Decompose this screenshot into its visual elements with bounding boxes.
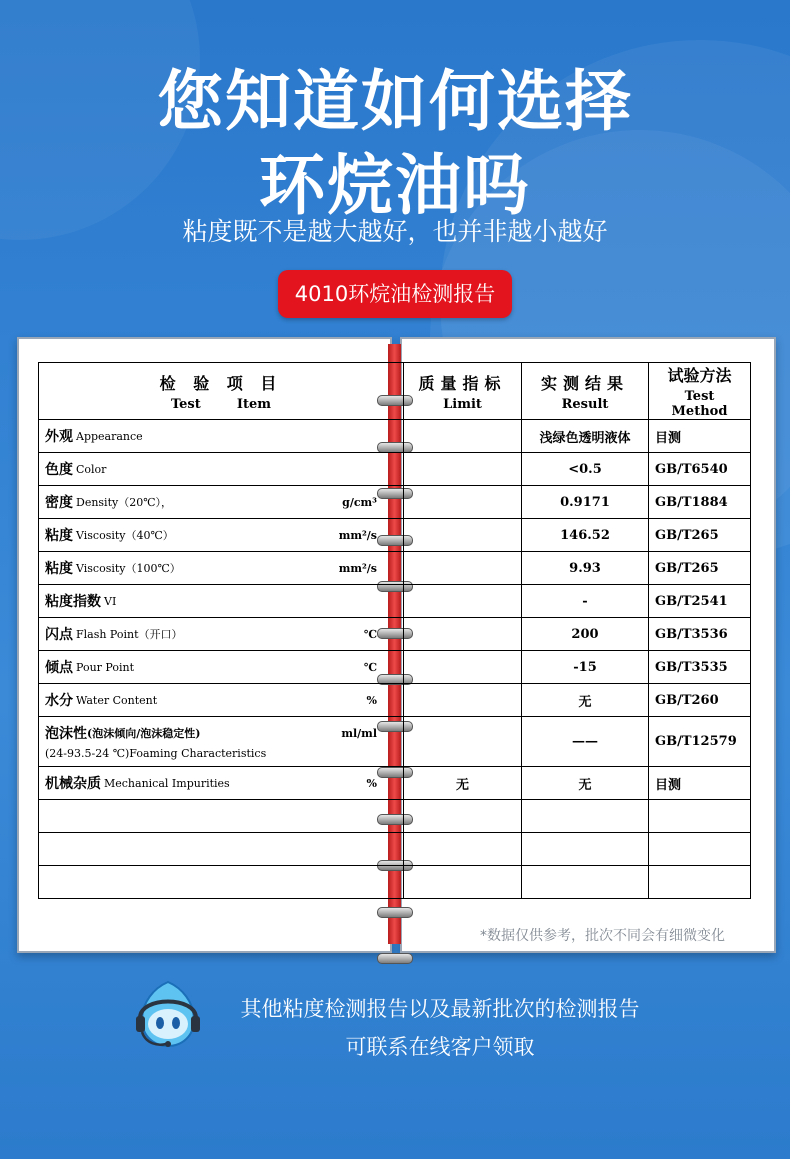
method-cell: GB/T1884 [649, 486, 751, 519]
item-en: VI [104, 594, 117, 608]
method-cell: GB/T260 [649, 684, 751, 717]
item-en: Color [76, 462, 107, 476]
table-row [39, 651, 751, 684]
method-cell: GB/T3536 [649, 618, 751, 651]
item-zh: 机械杂质 [45, 776, 101, 792]
limit-cell [404, 717, 522, 767]
result-cell: 无 [522, 684, 649, 717]
result-cell: 9.93 [522, 552, 649, 585]
item-zh: 粘度 [45, 528, 73, 544]
method-cell: 目测 [649, 767, 751, 800]
table-row [39, 552, 751, 585]
item-unit: mm²/s [338, 528, 377, 542]
item-zh: 水分 [45, 693, 73, 709]
limit-cell [404, 684, 522, 717]
contact-line1: 其他粘度检测报告以及最新批次的检测报告 [240, 997, 640, 1021]
result-cell: 200 [522, 618, 649, 651]
result-cell: <0.5 [522, 453, 649, 486]
limit-cell [404, 618, 522, 651]
table-row [39, 420, 751, 453]
method-cell: GB/T3535 [649, 651, 751, 684]
result-cell: —— [522, 717, 649, 767]
item-zh: 闪点 [45, 627, 73, 643]
table-row [39, 486, 751, 519]
table-row [39, 618, 751, 651]
item-unit: mm²/s [338, 561, 377, 575]
method-cell: GB/T6540 [649, 453, 751, 486]
limit-cell [404, 453, 522, 486]
method-cell: GB/T12579 [649, 717, 751, 767]
item-en: Viscosity（100℃） [76, 562, 181, 575]
customer-service-mascot-icon[interactable] [136, 978, 200, 1050]
item-zh: 密度 [45, 495, 73, 511]
page-title-line1: 您知道如何选择 [157, 63, 633, 140]
item-zh: 粘度 [45, 561, 73, 577]
item-en: Mechanical Impurities [104, 776, 230, 790]
item-unit: g/cm³ [342, 495, 377, 509]
item-en: Water Content [76, 693, 158, 707]
result-cell: 浅绿色透明液体 [522, 420, 649, 453]
test-report-table [38, 362, 751, 899]
method-cell: GB/T265 [649, 552, 751, 585]
table-row-foam [39, 717, 751, 767]
result-cell: 0.9171 [522, 486, 649, 519]
header-cell-item: 检 验 项 目 Test Item [39, 363, 404, 420]
header-cell-result: 实测结果 Result [522, 363, 649, 420]
header-cell-limit: 质量指标 Limit [404, 363, 522, 420]
item-unit: % [366, 776, 377, 790]
table-row [39, 519, 751, 552]
binder-ring [377, 953, 413, 964]
item-zh: 倾点 [45, 660, 73, 676]
page-title-line2: 环烷油吗 [259, 147, 531, 224]
limit-cell [404, 420, 522, 453]
empty-row [39, 833, 751, 866]
empty-row [39, 800, 751, 833]
limit-cell [404, 585, 522, 618]
empty-row [39, 866, 751, 899]
item-zh: 泡沫性 [45, 726, 87, 742]
item-unit: ℃ [363, 660, 377, 674]
method-cell: GB/T265 [649, 519, 751, 552]
binder-ring [377, 907, 413, 918]
table-header-row [39, 363, 751, 420]
disclaimer-note: *数据仅供参考，批次不同会有细微变化 [480, 928, 725, 944]
item-en: Viscosity（40℃） [76, 529, 174, 542]
table-row [39, 767, 751, 800]
item-en: Density（20℃）， [76, 496, 173, 509]
method-cell: GB/T2541 [649, 585, 751, 618]
item-en: (24-93.5-24 ℃)Foaming Characteristics [45, 747, 267, 760]
result-cell: -15 [522, 651, 649, 684]
table-row [39, 585, 751, 618]
item-unit: ml/ml [341, 726, 377, 740]
limit-cell [404, 651, 522, 684]
table-row [39, 684, 751, 717]
subtitle: 粘度既不是越大越好，也并非越小越好 [182, 217, 608, 246]
limit-cell: 无 [404, 767, 522, 800]
item-zh-sub: (泡沫倾向/泡沫稳定性) [87, 727, 201, 740]
result-cell: 无 [522, 767, 649, 800]
limit-cell [404, 552, 522, 585]
item-zh: 粘度指数 [45, 594, 101, 610]
method-cell: 目测 [649, 420, 751, 453]
item-en: Appearance [76, 429, 143, 443]
contact-line2: 可联系在线客户领取 [345, 1035, 535, 1059]
result-cell: - [522, 585, 649, 618]
item-zh: 外观 [45, 429, 73, 445]
item-en: Flash Point（开口） [76, 628, 183, 641]
report-badge: 4010环烷油检测报告 [278, 270, 512, 318]
header-cell-method: 试验方法 Test Method [649, 363, 751, 420]
table-row [39, 453, 751, 486]
item-zh: 色度 [45, 462, 73, 478]
limit-cell [404, 519, 522, 552]
item-en: Pour Point [76, 660, 135, 674]
result-cell: 146.52 [522, 519, 649, 552]
limit-cell [404, 486, 522, 519]
item-unit: % [366, 693, 377, 707]
item-unit: ℃ [363, 627, 377, 641]
